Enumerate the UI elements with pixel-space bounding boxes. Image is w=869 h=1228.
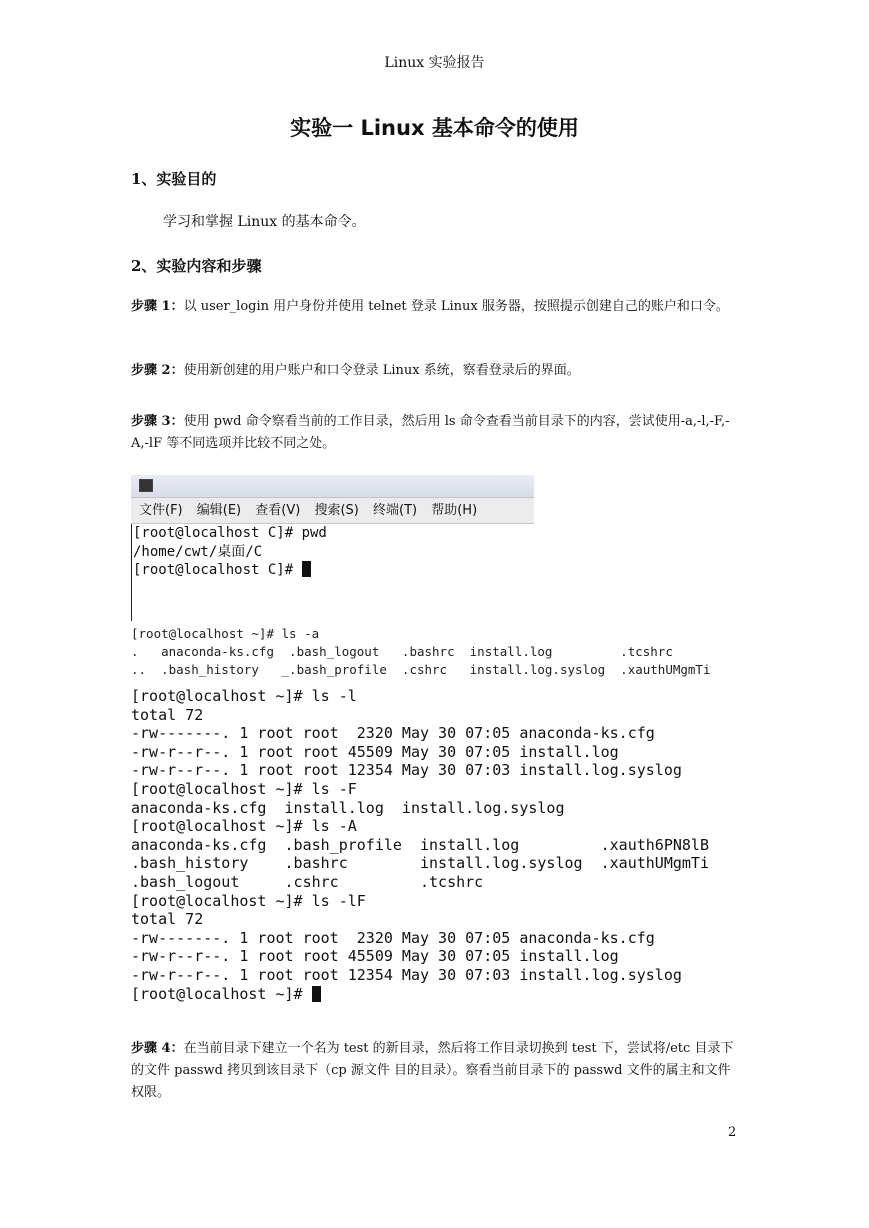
terminal-line: [root@localhost ~]# ls -lF — [131, 891, 366, 910]
step-label: 步骤 1： — [131, 299, 184, 314]
terminal-prompt: [root@localhost C]# — [133, 562, 302, 578]
step-1 — [131, 296, 741, 318]
step-text: 使用新创建的用户账户和口令登录 Linux 系统，察看登录后的界面。 — [183, 363, 580, 378]
ls-options-output-screenshot — [131, 687, 731, 1003]
menu-view[interactable]: 查看(V) — [255, 503, 301, 518]
terminal-prompt-line — [131, 985, 731, 1004]
terminal-prompt-line — [133, 561, 534, 580]
terminal-line: . anaconda-ks.cfg .bash_logout .bashrc install.log .tcshrc — [131, 644, 673, 659]
terminal-prompt: [root@localhost ~]# — [131, 984, 312, 1003]
purpose-text: 学习和掌握 Linux 的基本命令。 — [163, 214, 366, 230]
terminal-cursor — [302, 561, 311, 577]
step-text: 使用 pwd 命令察看当前的工作目录，然后用 ls 命令查看当前目录下的内容，尝试使用-a,-l,-F,-A,-lF 等不同选项并比较不同之处。 — [131, 414, 730, 451]
terminal-line: .. .bash_history _.bash_profile .cshrc install.log.syslog .xauthUMgmTi — [131, 662, 711, 677]
section-heading-purpose: 1、实验目的 — [131, 170, 217, 188]
menu-file[interactable]: 文件(F) — [139, 503, 183, 518]
terminal-titlebar — [131, 475, 534, 498]
terminal-line: -rw-r--r--. 1 root root 12354 May 30 07:03 install.log.syslog — [131, 965, 682, 984]
step-4 — [131, 1038, 741, 1104]
page-number: 2 — [728, 1125, 737, 1140]
terminal-line: total 72 — [131, 910, 204, 929]
terminal-line: -rw-r--r--. 1 root root 45509 May 30 07:05 install.log — [131, 947, 619, 966]
terminal-line: -rw-------. 1 root root 2320 May 30 07:05 anaconda-ks.cfg — [131, 724, 655, 743]
step-text: 以 user_login 用户身份并使用 telnet 登录 Linux 服务器，按照提示创建自己的账户和口令。 — [183, 299, 729, 314]
menu-search[interactable]: 搜索(S) — [314, 503, 359, 518]
terminal-line: anaconda-ks.cfg install.log install.log.syslog — [131, 798, 565, 817]
terminal-line: [root@localhost ~]# ls -a — [131, 626, 320, 641]
terminal-menubar — [131, 498, 534, 524]
terminal-icon — [139, 479, 153, 492]
section-heading-steps: 2、实验内容和步骤 — [131, 257, 262, 275]
step-label: 步骤 2： — [131, 363, 184, 378]
page-header: Linux 实验报告 — [384, 55, 485, 71]
terminal-line: .bash_logout .cshrc .tcshrc — [131, 872, 484, 891]
terminal-line: [root@localhost ~]# ls -l — [131, 687, 357, 705]
terminal-line: total 72 — [131, 705, 204, 724]
terminal-body — [131, 524, 534, 621]
terminal-line: [root@localhost ~]# ls -A — [131, 817, 357, 836]
terminal-window-screenshot — [131, 475, 534, 621]
terminal-line: .bash_history .bashrc install.log.syslog .xauthUMgmTi — [131, 854, 709, 873]
menu-terminal[interactable]: 终端(T) — [373, 503, 418, 518]
ls-a-output-screenshot — [131, 625, 731, 677]
terminal-line: anaconda-ks.cfg .bash_profile install.log .xauth6PN8lB — [131, 835, 709, 854]
step-label: 步骤 3： — [131, 414, 184, 429]
terminal-line: /home/cwt/桌面/C — [133, 543, 263, 560]
step-3 — [131, 411, 741, 455]
terminal-cursor — [312, 986, 321, 1002]
document-title: 实验一 Linux 基本命令的使用 — [290, 116, 579, 140]
menu-edit[interactable]: 编辑(E) — [196, 503, 242, 518]
terminal-line: -rw-r--r--. 1 root root 45509 May 30 07:05 install.log — [131, 742, 619, 761]
terminal-line: [root@localhost C]# pwd — [133, 525, 327, 541]
terminal-line: [root@localhost ~]# ls -F — [131, 779, 357, 798]
step-label: 步骤 4： — [131, 1041, 184, 1056]
menu-help[interactable]: 帮助(H) — [431, 503, 478, 518]
terminal-line: -rw-------. 1 root root 2320 May 30 07:05 anaconda-ks.cfg — [131, 928, 655, 947]
step-2 — [131, 360, 741, 382]
step-text: 在当前目录下建立一个名为 test 的新目录，然后将工作目录切换到 test 下，尝试将/etc 目录下的文件 passwd 拷贝到该目录下（cp 源文件 目的目录）。察看当前目录下的 passwd 文件的属主和文件权限。 — [131, 1041, 734, 1100]
terminal-line: -rw-r--r--. 1 root root 12354 May 30 07:03 install.log.syslog — [131, 761, 682, 780]
